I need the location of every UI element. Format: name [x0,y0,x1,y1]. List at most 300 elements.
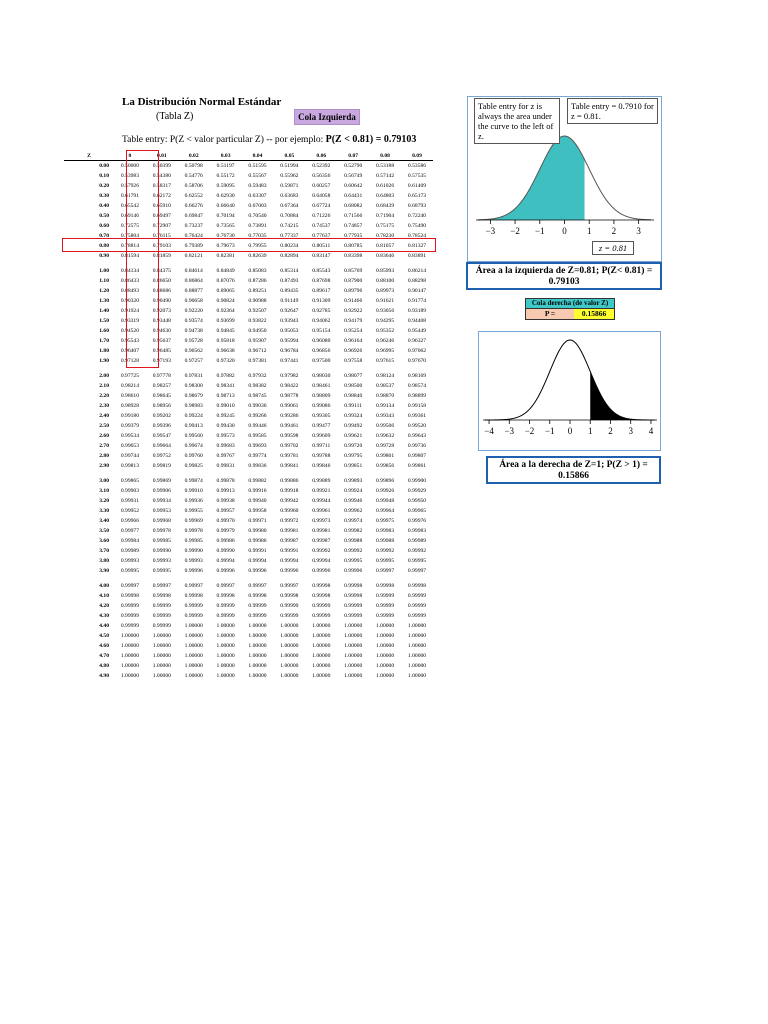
probability-cell: 0.85314 [280,268,299,274]
table-row [64,631,433,641]
z-value-cell: 1.00 [99,268,109,274]
probability-cell: 0.94179 [344,318,363,324]
z-value-cell: 4.60 [99,643,109,649]
probability-cell: 0.99940 [248,498,267,504]
probability-cell: 0.83891 [407,253,427,259]
probability-cell: 0.57926 [120,183,140,189]
probability-cell: 0.99999 [152,613,171,619]
z-value-cell: 3.00 [99,478,109,484]
probability-cell: 0.69497 [152,213,171,219]
probability-cell: 0.99998 [216,593,235,599]
probability-cell: 0.99906 [152,488,171,494]
probability-cell: 0.93319 [120,318,140,324]
probability-cell: 0.99036 [248,403,267,409]
z-value-cell: 1.10 [99,278,109,284]
probability-cell: 0.83646 [375,253,395,259]
probability-cell: 0.99874 [184,478,203,484]
probability-cell: 0.79955 [248,243,267,249]
table-row [64,526,433,536]
probability-cell: 0.99993 [152,558,171,564]
probability-cell: 0.95907 [248,338,267,344]
probability-cell: 0.99224 [184,413,203,419]
normal-curve [485,340,655,420]
probability-cell: 0.99971 [248,518,267,524]
probability-cell: 0.99921 [312,488,331,494]
probability-cell: 0.94950 [248,328,267,334]
probability-cell: 0.93056 [375,308,395,314]
probability-cell: 0.62552 [184,193,203,199]
probability-cell: 1.00000 [312,623,331,629]
probability-cell: 0.89251 [248,288,267,294]
probability-cell: 0.73565 [216,223,235,229]
table-row [64,266,433,276]
probability-cell: 0.98077 [344,373,363,379]
probability-cell: 0.99998 [407,583,427,589]
probability-cell: 1.00000 [152,633,171,639]
column-header: 0.07 [337,153,369,161]
probability-cell: 0.95818 [216,338,235,344]
table-row [64,671,433,681]
table-row [64,536,433,546]
z-value-cell: 0.30 [99,193,109,199]
probability-cell: 0.99944 [312,498,331,504]
probability-cell: 0.98809 [312,393,331,399]
probability-cell: 0.99996 [344,568,363,574]
probability-cell: 0.99946 [344,498,363,504]
z-value-cell: 1.30 [99,298,109,304]
probability-cell: 0.93822 [248,318,267,324]
table-row [64,451,433,461]
z-value-cell: 3.90 [99,568,109,574]
probability-cell: 0.89065 [216,288,235,294]
probability-cell: 0.99998 [375,583,395,589]
probability-cell: 1.00000 [120,643,140,649]
z-value-cell: 1.40 [99,308,109,314]
probability-cell: 0.99986 [216,538,235,544]
probability-cell: 0.51197 [216,163,235,169]
probability-cell: 0.68439 [375,203,395,209]
probability-cell: 0.65910 [152,203,171,209]
probability-cell: 1.00000 [407,643,427,649]
probability-cell: 0.93699 [216,318,235,324]
probability-cell: 0.99134 [375,403,395,409]
left-tail-shaded-area [478,136,585,220]
probability-cell: 1.00000 [184,643,203,649]
probability-cell: 0.77337 [280,233,299,239]
probability-cell: 0.96485 [152,348,171,354]
column-header: 0.04 [242,153,274,161]
probability-cell: 0.84375 [152,268,171,274]
probability-cell: 0.99986 [248,538,267,544]
x-tick-label: 1 [586,226,592,236]
z-value-cell: 2.60 [99,433,109,439]
probability-cell: 0.99952 [120,508,140,514]
x-tick-label: 1 [587,426,593,436]
column-header: 0.06 [305,153,337,161]
probability-cell: 1.00000 [184,633,203,639]
table-row [64,651,433,661]
probability-cell: 0.99982 [344,528,363,534]
table-row [64,346,433,356]
probability-cell: 0.90988 [248,298,267,304]
probability-cell: 0.99324 [344,413,363,419]
probability-cell: 0.99976 [407,518,427,524]
right-tail-value-row [525,309,615,320]
probability-cell: 0.99999 [344,603,363,609]
probability-cell: 0.91149 [280,298,299,304]
table-row [64,306,433,316]
z-value-cell: 2.50 [99,423,109,429]
probability-cell: 0.53586 [407,163,427,169]
probability-cell: 0.59095 [216,183,235,189]
probability-cell: 0.99998 [120,593,140,599]
probability-cell: 0.99992 [407,548,427,554]
probability-cell: 0.99999 [312,613,331,619]
probability-cell: 0.71566 [344,213,363,219]
probability-cell: 0.54776 [184,173,203,179]
probability-cell: 0.97982 [280,373,299,379]
z-value-cell: 0.50 [99,213,109,219]
table-row [64,441,433,451]
probability-cell: 1.00000 [216,623,235,629]
probability-cell: 0.99985 [152,538,171,544]
probability-cell: 1.00000 [248,623,267,629]
probability-cell: 0.99958 [248,508,267,514]
callout-table-entry-example: Table entry = 0.7910 for z = 0.81. [567,98,658,124]
z-value-cell: 0.40 [99,203,109,209]
probability-cell: 0.90320 [120,298,140,304]
z-value-cell: 4.70 [99,653,109,659]
probability-cell: 0.99266 [248,413,267,419]
probability-cell: 0.99900 [407,478,427,484]
probability-cell: 1.00000 [407,653,427,659]
probability-cell: 0.51595 [248,163,267,169]
table-row [64,431,433,441]
probability-cell: 1.00000 [344,663,363,669]
probability-cell: 0.63683 [280,193,299,199]
probability-cell: 0.96080 [312,338,331,344]
probability-cell: 0.99674 [184,443,203,449]
probability-cell: 0.95994 [280,338,299,344]
probability-cell: 0.59871 [280,183,299,189]
probability-cell: 0.99999 [375,613,395,619]
probability-cell: 0.61026 [375,183,395,189]
probability-cell: 0.99492 [344,423,363,429]
probability-cell: 0.95449 [407,328,427,334]
probability-cell: 1.00000 [407,673,427,679]
probability-cell: 0.99781 [280,453,299,459]
probability-cell: 0.86650 [152,278,171,284]
probability-cell: 0.56356 [312,173,331,179]
probability-cell: 0.79673 [216,243,235,249]
probability-cell: 0.64803 [375,193,395,199]
z-value-cell: 2.10 [99,383,109,389]
probability-cell: 0.75490 [407,223,427,229]
probability-cell: 0.99994 [248,558,267,564]
probability-cell: 0.96562 [184,348,203,354]
x-tick-label: 0 [567,426,573,436]
probability-cell: 0.97441 [280,358,299,364]
probability-cell: 0.89973 [375,288,395,294]
probability-cell: 0.62172 [152,193,171,199]
table-row [64,326,433,336]
x-tick-label: −1 [534,226,545,236]
probability-cell: 0.87286 [248,278,267,284]
probability-cell: 0.99998 [152,593,171,599]
probability-cell: 0.53983 [120,173,140,179]
probability-cell: 0.87698 [312,278,331,284]
probability-cell: 0.99813 [120,463,140,469]
probability-cell: 0.99379 [120,423,140,429]
probability-cell: 0.71226 [312,213,331,219]
probability-cell: 0.99995 [120,568,140,574]
probability-cell: 1.00000 [248,643,267,649]
probability-cell: 0.99547 [152,433,171,439]
probability-cell: 0.99728 [375,443,395,449]
probability-cell: 0.99999 [216,613,235,619]
probability-cell: 0.75175 [375,223,395,229]
probability-cell: 0.99744 [120,453,140,459]
probability-cell: 0.81594 [120,253,140,259]
probability-cell: 0.52392 [312,163,331,169]
probability-cell: 0.91621 [375,298,395,304]
probability-cell: 0.61409 [407,183,427,189]
probability-cell: 1.00000 [312,653,331,659]
z-value-cell: 1.80 [99,348,109,354]
probability-cell: 0.99752 [152,453,171,459]
probability-cell: 0.99978 [152,528,171,534]
probability-cell: 0.97882 [216,373,235,379]
probability-cell: 0.73891 [248,223,267,229]
probability-cell: 0.99999 [120,613,140,619]
probability-cell: 0.99983 [375,528,395,534]
probability-cell: 0.99978 [184,528,203,534]
probability-cell: 0.99086 [312,403,331,409]
x-tick-label: 2 [608,426,613,436]
probability-cell: 0.94295 [375,318,395,324]
probability-cell: 0.99396 [152,423,171,429]
probability-cell: 0.99998 [312,583,331,589]
z-value-cell: 3.10 [99,488,109,494]
probability-cell: 0.99934 [152,498,171,504]
probability-cell: 0.92073 [152,308,171,314]
probability-cell: 0.99991 [280,548,299,554]
probability-cell: 0.99736 [407,443,427,449]
probability-cell: 0.53188 [375,163,395,169]
probability-cell: 0.99878 [216,478,235,484]
z-value-cell: 0.70 [99,233,109,239]
probability-cell: 0.96164 [344,338,363,344]
probability-cell: 0.99477 [312,423,331,429]
probability-cell: 0.99865 [120,478,140,484]
probability-cell: 1.00000 [344,653,363,659]
probability-cell: 0.99936 [184,498,203,504]
probability-cell: 0.99981 [312,528,331,534]
table-row [64,641,433,651]
probability-cell: 0.78524 [407,233,427,239]
probability-cell: 0.99994 [280,558,299,564]
probability-cell: 0.99999 [312,603,331,609]
probability-cell: 0.98461 [312,383,331,389]
probability-cell: 0.99245 [216,413,235,419]
probability-cell: 0.99711 [312,443,331,449]
z-value-cell: 4.30 [99,613,109,619]
probability-cell: 0.95254 [344,328,363,334]
probability-cell: 0.99999 [280,613,299,619]
probability-cell: 0.98500 [344,383,363,389]
probability-cell: 0.99999 [248,603,267,609]
probability-cell: 0.99343 [375,413,395,419]
probability-cell: 0.99979 [216,528,235,534]
table-row [64,296,433,306]
probability-cell: 0.99461 [280,423,299,429]
probability-cell: 1.00000 [344,623,363,629]
probability-cell: 0.99992 [312,548,331,554]
probability-cell: 0.99995 [407,558,427,564]
probability-cell: 0.99999 [120,603,140,609]
probability-cell: 0.67364 [280,203,299,209]
probability-cell: 1.00000 [152,663,171,669]
probability-cell: 0.99893 [344,478,363,484]
z-value-cell: 2.70 [99,443,109,449]
probability-cell: 0.99999 [407,613,427,619]
probability-cell: 0.96856 [312,348,331,354]
probability-cell: 0.98300 [184,383,203,389]
page-subtitle: (Tabla Z) [156,111,194,122]
probability-cell: 0.99999 [375,593,395,599]
probability-cell: 0.90658 [184,298,203,304]
table-row [64,356,433,366]
probability-cell: 0.99996 [248,568,267,574]
probability-cell: 0.99998 [248,593,267,599]
probability-cell: 1.00000 [312,643,331,649]
probability-cell: 0.65173 [407,193,427,199]
probability-cell: 0.99996 [184,568,203,574]
x-axis-ticks [486,220,642,236]
probability-cell: 1.00000 [120,663,140,669]
probability-cell: 0.70884 [280,213,299,219]
probability-cell: 0.99995 [152,568,171,574]
probability-cell: 0.79103 [152,243,171,249]
probability-cell: 0.99831 [216,463,235,469]
probability-cell: 0.99955 [184,508,203,514]
z-value-cell: 1.20 [99,288,109,294]
probability-cell: 0.99760 [184,453,203,459]
probability-cell: 0.59483 [248,183,267,189]
x-tick-label: 3 [628,426,633,436]
z-value-cell: 4.50 [99,633,109,639]
probability-cell: 0.89617 [312,288,331,294]
probability-cell: 0.96995 [375,348,395,354]
probability-cell: 0.95637 [152,338,171,344]
z-value-cell: 3.30 [99,508,109,514]
probability-cell: 1.00000 [280,623,299,629]
table-row [64,211,433,221]
probability-cell: 0.99997 [375,568,395,574]
probability-cell: 0.91774 [407,298,427,304]
probability-cell: 0.81057 [375,243,395,249]
probability-cell: 0.96926 [344,348,363,354]
probability-cell: 0.99598 [280,433,299,439]
probability-cell: 0.97615 [375,358,395,364]
probability-cell: 0.68082 [344,203,363,209]
probability-cell: 0.94738 [184,328,203,334]
probability-cell: 0.82894 [280,253,299,259]
x-tick-label: −3 [485,226,496,236]
probability-cell: 0.99534 [120,433,140,439]
table-row [64,461,433,471]
probability-cell: 0.99664 [152,443,171,449]
probability-cell: 1.00000 [344,673,363,679]
probability-cell: 1.00000 [375,673,395,679]
probability-cell: 0.98956 [152,403,171,409]
probability-cell: 1.00000 [120,653,140,659]
probability-cell: 0.60257 [312,183,331,189]
probability-cell: 0.99993 [120,558,140,564]
probability-cell: 0.72907 [152,223,171,229]
probability-cell: 0.96712 [248,348,267,354]
table-row [64,506,433,516]
probability-cell: 0.58706 [184,183,203,189]
probability-cell: 0.97831 [184,373,203,379]
probability-cell: 0.99997 [152,583,171,589]
probability-cell: 0.97062 [407,348,427,354]
column-header: 0.01 [146,153,178,161]
z-value-cell: 0.80 [99,243,109,249]
probability-cell: 0.97320 [216,358,235,364]
probability-cell: 0.85993 [375,268,395,274]
probability-cell: 0.60642 [344,183,363,189]
probability-cell: 0.99993 [184,558,203,564]
probability-cell: 0.99966 [120,518,140,524]
z-value-cell: 1.70 [99,338,109,344]
probability-cell: 0.65542 [120,203,140,209]
probability-cell: 0.98745 [248,393,267,399]
probability-cell: 0.84614 [184,268,203,274]
table-row [64,496,433,506]
x-tick-label: 3 [636,226,641,236]
probability-cell: 0.87076 [216,278,235,284]
probability-cell: 1.00000 [248,653,267,659]
table-row [64,556,433,566]
table-row [64,316,433,326]
probability-cell: 0.98840 [344,393,363,399]
probability-cell: 0.99990 [216,548,235,554]
z-value-cell: 0.90 [99,253,109,259]
probability-cell: 0.99998 [280,593,299,599]
probability-cell: 1.00000 [280,633,299,639]
probability-cell: 0.52790 [344,163,363,169]
probability-cell: 0.99795 [344,453,363,459]
probability-cell: 0.85769 [344,268,363,274]
probability-cell: 0.99861 [407,463,427,469]
probability-cell: 0.99573 [216,433,235,439]
probability-cell: 1.00000 [280,673,299,679]
probability-cell: 1.00000 [280,643,299,649]
probability-cell: 0.99158 [407,403,427,409]
probability-cell: 1.00000 [184,623,203,629]
probability-cell: 1.00000 [216,653,235,659]
probability-cell: 0.80785 [344,243,363,249]
probability-cell: 0.74215 [280,223,299,229]
probability-cell: 0.99987 [280,538,299,544]
table-row [64,621,433,631]
probability-cell: 0.81859 [152,253,171,259]
probability-cell: 0.91466 [344,298,363,304]
probability-cell: 0.98537 [375,383,395,389]
probability-cell: 0.94408 [407,318,427,324]
probability-cell: 1.00000 [312,633,331,639]
